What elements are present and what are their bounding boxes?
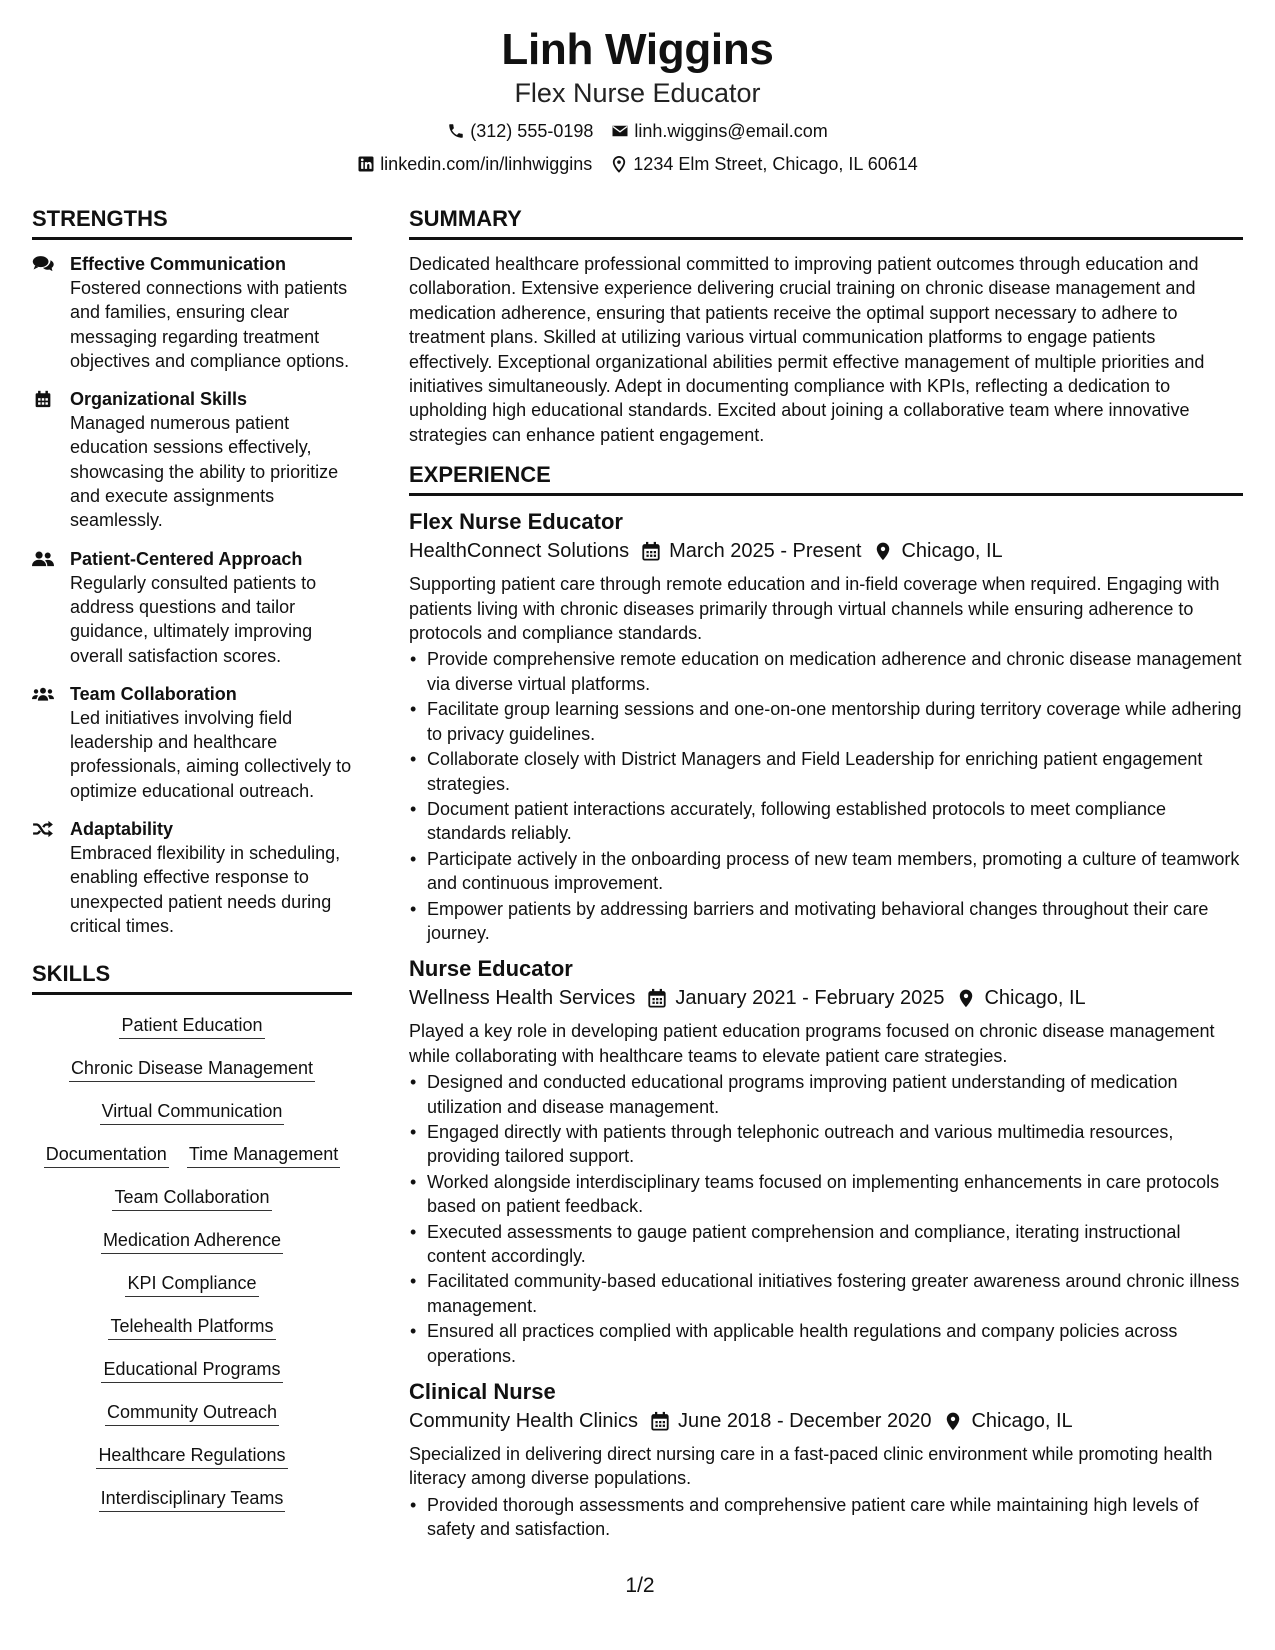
strength-title: Effective Communication <box>70 254 287 274</box>
job-entry <box>409 1378 1243 1542</box>
strength-desc: Regularly consulted patients to address questions and tailor guidance, ultimately improving overall satisfaction scores. <box>70 572 317 666</box>
skill-tag: Chronic Disease Management <box>69 1056 315 1082</box>
job-description: Played a key role in developing patient education programs focused on chronic disease management while collaborating with healthcare teams to elevate patient care strategies. <box>409 1021 1215 1066</box>
job-location <box>873 536 1002 566</box>
phone-icon <box>447 122 465 140</box>
skill-row <box>32 1357 352 1383</box>
linkedin-icon <box>357 155 375 173</box>
skill-tag: Documentation <box>44 1142 169 1168</box>
bullet-item: • Provided thorough assessments and comprehensive patient care while maintaining high levels of safety and satisfaction. <box>427 1493 1243 1542</box>
job-meta <box>409 983 1243 1013</box>
skill-tag: Time Management <box>187 1142 340 1168</box>
resume-header <box>0 0 1275 175</box>
bullet-item: • Executed assessments to gauge patient comprehension and compliance, iterating instructional content accordingly. <box>427 1220 1243 1269</box>
strength-title: Adaptability <box>70 819 174 840</box>
strength-desc: Managed numerous patient education sessions effectively, showcasing the ability to prioritize and execute assignments seamlessly. <box>70 413 339 531</box>
skill-tag: KPI Compliance <box>125 1271 258 1297</box>
skill-tag: Patient Education <box>119 1013 264 1039</box>
job-dates <box>650 1406 932 1436</box>
job-bullets <box>409 1070 1243 1368</box>
map-marker-icon <box>943 1411 963 1431</box>
strengths-heading: STRENGTHS <box>32 205 352 240</box>
dates-text: January 2021 - February 2025 <box>675 987 945 1010</box>
map-marker-icon <box>956 988 976 1008</box>
job-description: Supporting patient care through remote education and in-field coverage when required. Engaging with patients living with chronic diseases primarily through virtual channels while ensuring adherence to protocols and compliance standards. <box>409 574 1220 644</box>
bullet-item: • Facilitate group learning sessions and one-on-one mentorship during territory coverage while adhering to privacy guidelines. <box>427 697 1243 746</box>
summary-heading: SUMMARY <box>409 205 1243 240</box>
job-meta <box>409 536 1243 566</box>
job-meta <box>409 1406 1243 1436</box>
calendar-icon <box>650 1411 670 1431</box>
strength-item <box>32 547 352 668</box>
skill-row <box>32 1228 352 1254</box>
skill-tag: Virtual Communication <box>100 1099 285 1125</box>
bullet-item: • Provide comprehensive remote education on medication adherence and chronic disease management via diverse virtual platforms. <box>427 647 1243 696</box>
strength-desc: Led initiatives involving field leadership and healthcare professionals, aiming collectively to optimize educational outreach. <box>70 707 352 801</box>
skill-row <box>32 1013 352 1039</box>
strength-item <box>32 252 352 373</box>
company-name: Community Health Clinics <box>409 1410 638 1433</box>
skill-row <box>32 1443 352 1469</box>
linkedin-contact[interactable] <box>357 153 592 175</box>
company-name: HealthConnect Solutions <box>409 540 630 563</box>
right-column <box>409 205 1243 1552</box>
phone-contact[interactable] <box>447 120 593 142</box>
skill-row <box>32 1185 352 1211</box>
skills-heading: SKILLS <box>32 960 352 995</box>
bullet-item: • Engaged directly with patients through telephonic outreach and various multimedia resources, providing tailored support. <box>427 1120 1243 1169</box>
strength-title: Patient-Centered Approach <box>70 548 303 569</box>
experience-heading: EXPERIENCE <box>409 461 1243 496</box>
job-description: Specialized in delivering direct nursing care in a fast-paced clinic environment while promoting health literacy among diverse populations. <box>409 1444 1213 1489</box>
bullet-item: • Facilitated community-based educational initiatives fostering greater awareness around chronic illness management. <box>427 1269 1243 1318</box>
skill-row <box>32 1271 352 1297</box>
bullet-item: • Participate actively in the onboarding process of new team members, promoting a culture of teamwork and continuous improvement. <box>427 847 1243 896</box>
users-icon <box>32 685 54 703</box>
map-marker-icon <box>873 541 893 561</box>
skill-tag: Educational Programs <box>101 1357 282 1383</box>
skill-tag: Interdisciplinary Teams <box>99 1486 286 1512</box>
job-dates <box>647 983 944 1013</box>
skill-tag: Community Outreach <box>105 1400 279 1426</box>
candidate-name: Linh Wiggins <box>501 25 774 74</box>
job-bullets <box>409 647 1243 945</box>
strength-desc: Fostered connections with patients and families, ensuring clear messaging regarding treatment objectives and compliance options. <box>70 278 350 371</box>
bullet-item: • Worked alongside interdisciplinary teams focused on implementing enhancements in care protocols based on patient feedback. <box>427 1170 1243 1219</box>
bullet-item: • Document patient interactions accurately, following established protocols to meet compliance standards reliably. <box>427 797 1243 846</box>
page-number: 1/2 <box>625 1574 655 1597</box>
calendar-icon <box>32 390 54 408</box>
skills-list <box>32 1007 352 1512</box>
job-location <box>956 983 1085 1013</box>
job-entry <box>409 508 1243 945</box>
address-text: 1234 Elm Street, Chicago, IL 60614 <box>633 154 918 174</box>
job-entry <box>409 955 1243 1368</box>
linkedin-text: linkedin.com/in/linhwiggins <box>380 154 593 174</box>
job-location <box>943 1406 1072 1436</box>
strength-item <box>32 817 352 938</box>
email-text: linh.wiggins@email.com <box>634 121 828 141</box>
location-text: Chicago, IL <box>984 987 1086 1010</box>
bullet-item: • Designed and conducted educational programs improving patient understanding of medication utilization and disease management. <box>427 1070 1243 1119</box>
map-marker-icon <box>610 155 628 173</box>
skill-row <box>32 1056 352 1082</box>
strength-desc: Embraced flexibility in scheduling, enabling effective response to unexpected patient needs during critical times. <box>70 843 341 936</box>
calendar-icon <box>641 541 661 561</box>
company-name: Wellness Health Services <box>409 987 636 1010</box>
skill-row <box>32 1400 352 1426</box>
job-title: Nurse Educator <box>409 956 573 982</box>
phone-text: (312) 555-0198 <box>470 121 594 141</box>
strength-title: Team Collaboration <box>70 683 237 704</box>
summary-text: Dedicated healthcare professional committed to improving patient outcomes through education and collaboration. Extensive experience delivering crucial training on chronic disease management and medication adherence, ensuring that patients receive the optimal support necessary to adhere to treatment plans. Skilled at utilizing various virtual communication platforms to engage patients effectively. Exceptional organizational abilities permit effective management of multiple priorities and initiatives simultaneously. Adept in documenting compliance with KPIs, reflecting a dedication to upholding high educational standards. Excited about joining a collaborative team where innovative strategies can enhance patient engagement. <box>409 254 1205 445</box>
job-dates <box>641 536 861 566</box>
job-title: Clinical Nurse <box>409 1379 556 1405</box>
envelope-icon <box>611 122 629 140</box>
skill-row <box>32 1314 352 1340</box>
bullet-item: • Ensured all practices complied with applicable health regulations and company policies across operations. <box>427 1319 1243 1368</box>
dates-text: March 2025 - Present <box>669 540 862 563</box>
skill-row <box>32 1142 352 1168</box>
skill-tag: Team Collaboration <box>112 1185 271 1211</box>
strength-item <box>32 682 352 803</box>
skill-tag: Telehealth Platforms <box>108 1314 275 1340</box>
location-text: Chicago, IL <box>901 540 1003 563</box>
contact-row-2 <box>0 153 1275 175</box>
calendar-icon <box>647 988 667 1008</box>
comments-icon <box>32 255 54 273</box>
strength-title: Organizational Skills <box>70 389 248 410</box>
left-column <box>32 205 352 1529</box>
strength-item <box>32 387 352 532</box>
job-title: Flex Nurse Educator <box>409 509 623 535</box>
contact-row-1 <box>0 120 1275 142</box>
skill-row <box>32 1099 352 1125</box>
skill-row <box>32 1486 352 1512</box>
skill-tag: Medication Adherence <box>101 1228 283 1254</box>
job-bullets <box>409 1493 1243 1542</box>
email-contact[interactable] <box>611 120 827 142</box>
location-text: Chicago, IL <box>971 1410 1073 1433</box>
candidate-title: Flex Nurse Educator <box>514 78 761 108</box>
shuffle-icon <box>32 820 54 838</box>
bullet-item: • Empower patients by addressing barriers and motivating behavioral changes throughout their care journey. <box>427 897 1243 946</box>
experience-list <box>409 508 1243 1541</box>
address-contact <box>610 153 918 175</box>
user-friends-icon <box>32 550 54 568</box>
skill-tag: Healthcare Regulations <box>96 1443 287 1469</box>
bullet-item: • Collaborate closely with District Managers and Field Leadership for enriching patient engagement strategies. <box>427 747 1243 796</box>
dates-text: June 2018 - December 2020 <box>677 1410 932 1433</box>
